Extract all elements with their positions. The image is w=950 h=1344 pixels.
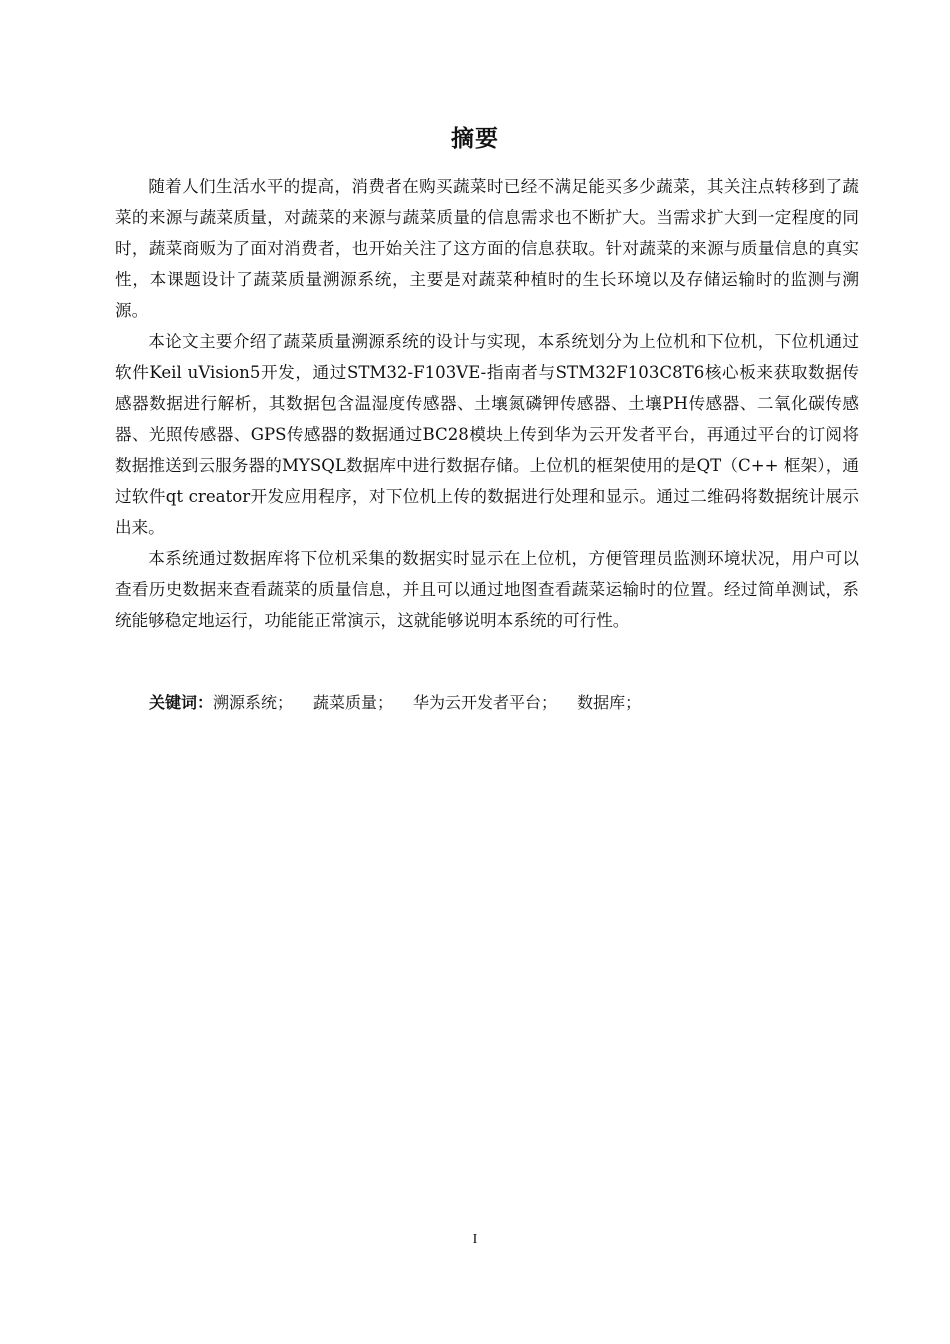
- abstract-paragraph-1: 随着人们生活水平的提高，消费者在购买蔬菜时已经不满足能买多少蔬菜，其关注点转移到了蔬菜的来源与蔬菜质量，对蔬菜的来源与蔬菜质量的信息需求也不断扩大。当需求扩大到一定程度的同时，蔬菜商贩为了面对消费者，也开始关注了这方面的信息获取。针对蔬菜的来源与质量信息的真实性，本课题设计了蔬菜质量溯源系统，主要是对蔬菜种植时的生长环境以及存储运输时的监测与溯源。: [115, 177, 859, 320]
- abstract-title: 摘要: [451, 126, 499, 152]
- abstract-paragraph-2: 本论文主要介绍了蔬菜质量溯源系统的设计与实现，本系统划分为上位机和下位机，下位机通过软件Keil uVision5开发，通过STM32-F103VE-指南者与STM32F103C8T6核心板来获取数据传感器数据进行解析，其数据包含温湿度传感器、土壤氮磷钾传感器、土壤PH传感器、二氧化碳传感器、光照传感器、GPS传感器的数据通过BC28模块上传到华为云开发者平台，再通过平台的订阅将数据推送到云服务器的MYSQL数据库中进行数据存储。上位机的框架使用的是QT（C++ 框架），通过软件qt creator开发应用程序，对下位机上传的数据进行处理和显示。通过二维码将数据统计展示出来。: [115, 332, 859, 537]
- abstract-body: [115, 171, 859, 636]
- keyword-item: 数据库；: [577, 693, 642, 712]
- keywords-line: [149, 688, 859, 718]
- abstract-paragraph-3: 本系统通过数据库将下位机采集的数据实时显示在上位机，方便管理员监测环境状况，用户可以查看历史数据来查看蔬菜的质量信息，并且可以通过地图查看蔬菜运输时的位置。经过简单测试，系统能够稳定地运行，功能能正常演示，这就能够说明本系统的可行性。: [115, 549, 859, 630]
- page-number: I: [472, 1232, 478, 1247]
- keywords-label: 关键词：: [149, 693, 214, 712]
- keyword-item: 蔬菜质量；: [313, 693, 394, 712]
- keyword-item: 华为云开发者平台；: [413, 693, 558, 712]
- keyword-item: 溯源系统；: [213, 693, 294, 712]
